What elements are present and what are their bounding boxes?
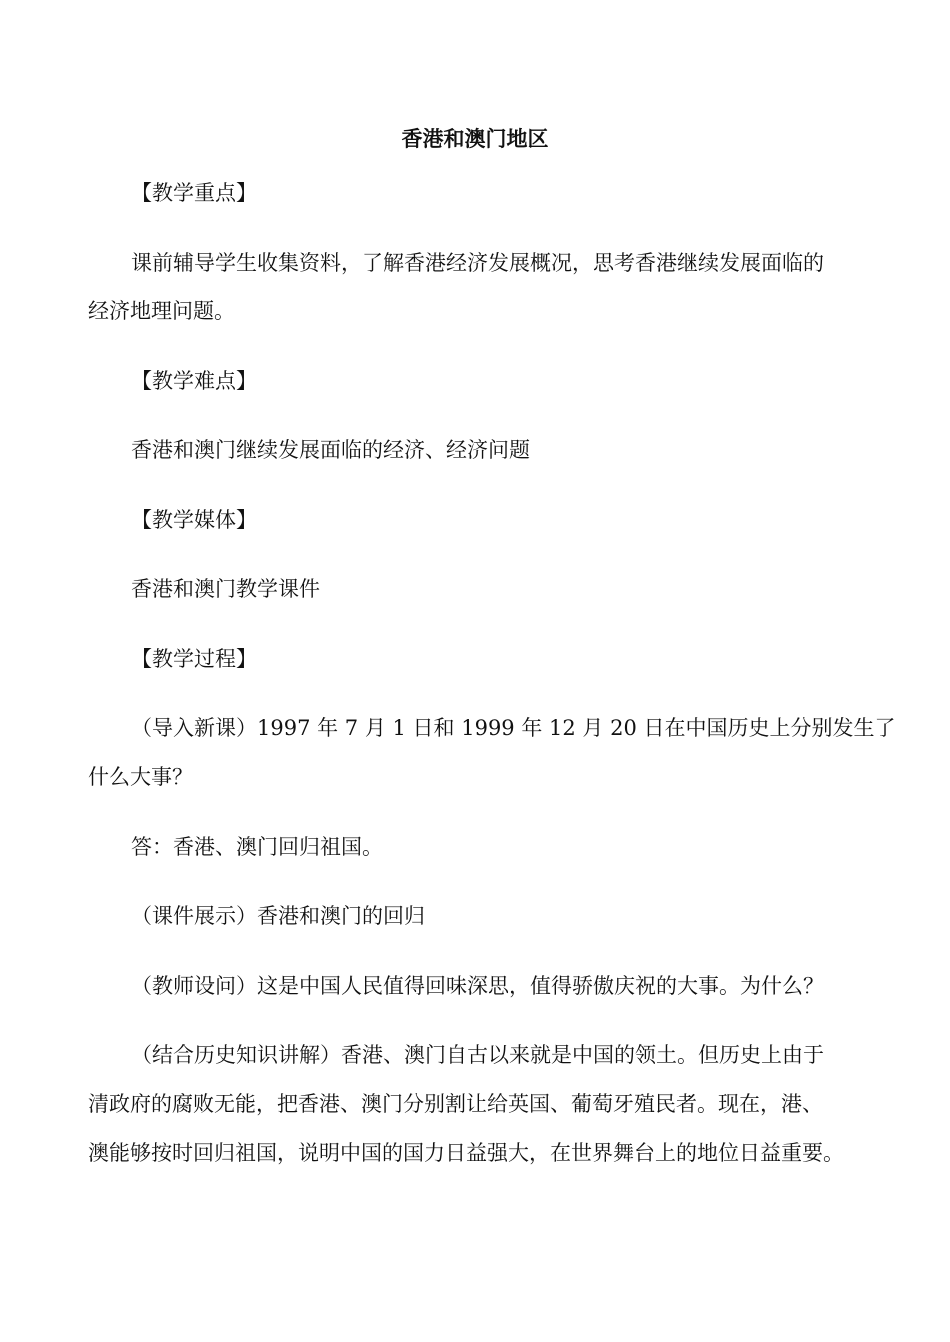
- process-paragraph-5-line-3: 澳能够按时回归祖国，说明中国的国力日益强大，在世界舞台上的地位日益重要。: [88, 1141, 844, 1165]
- heading-teaching-difficulty: 【教学难点】: [131, 369, 257, 393]
- document-title: 香港和澳门地区: [401, 126, 549, 151]
- process-paragraph-1-line-1: （导入新课）1997 年 7 月 1 日和 1999 年 12 月 20 日在中国历史上分别发生了: [131, 716, 896, 740]
- process-paragraph-3-line-1: （课件展示）香港和澳门的回归: [131, 904, 425, 928]
- focus-line-1: 课前辅导学生收集资料，了解香港经济发展概况，思考香港继续发展面临的: [131, 251, 824, 275]
- focus-line-2: 经济地理问题。: [88, 299, 235, 323]
- heading-teaching-process: 【教学过程】: [131, 647, 257, 671]
- difficulty-line-1: 香港和澳门继续发展面临的经济、经济问题: [131, 438, 530, 462]
- process-paragraph-1-line-2: 什么大事？: [88, 765, 193, 789]
- process-paragraph-5-line-1: （结合历史知识讲解）香港、澳门自古以来就是中国的领土。但历史上由于: [131, 1043, 824, 1067]
- process-paragraph-2-line-1: 答：香港、澳门回归祖国。: [131, 835, 383, 859]
- media-line-1: 香港和澳门教学课件: [131, 577, 320, 601]
- heading-teaching-focus: 【教学重点】: [131, 181, 257, 205]
- heading-teaching-media: 【教学媒体】: [131, 508, 257, 532]
- process-paragraph-5-line-2: 清政府的腐败无能，把香港、澳门分别割让给英国、葡萄牙殖民者。现在，港、: [88, 1092, 823, 1116]
- process-paragraph-4-line-1: （教师设问）这是中国人民值得回味深思，值得骄傲庆祝的大事。为什么？: [131, 974, 824, 998]
